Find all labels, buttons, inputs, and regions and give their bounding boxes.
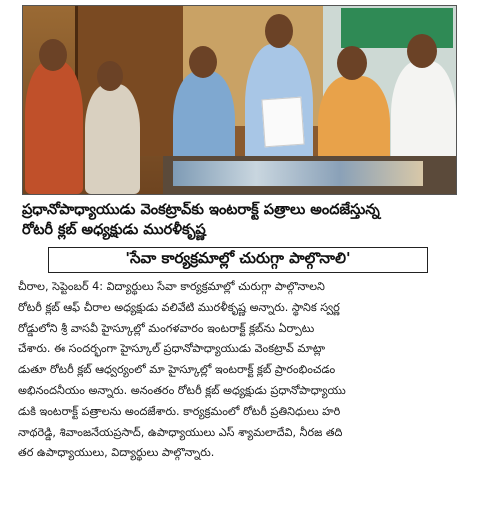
body-line-4: చేశారు. ఈ సందర్భంగా హైస్కూల్ ప్రధానోపాధ్యాయుడు వెంకట్రావ్ మాట్లా [18,342,326,356]
photo-green-board [341,8,453,48]
article-headline: 'సేవా కార్యక్రమాల్లో చురుగ్గా పాల్గొనాలి' [125,249,351,267]
person-4-head [265,14,293,48]
person-2-head [97,61,123,91]
person-3-head [189,46,217,78]
news-photo [22,5,457,195]
body-line-2: రోటరీ క్లబ్ ఆఫ్ చీరాల అధ్యక్షుడు వలివేటి మురళీకృష్ణ అన్నారు. స్థానిక స్వర్ణ [18,300,340,314]
body-line-3: రోడ్డులోని శ్రీ వాసవీ హైస్కూల్లో మంగళవారం ఇంటరాక్ట్ క్లబ్‌ను ఏర్పాటు [18,321,315,335]
person-6-head [407,34,437,68]
body-line-8: నాథరెడ్డి, శివాంజనేయప్రసాద్, ఉపాధ్యాయులు ఎస్ శ్యామలాదేవి, నీరజ తది [18,425,343,439]
photo-table-glass [173,161,423,186]
headline-box [48,247,428,273]
body-line-7: డుకి ఇంటరాక్ట్ పత్రాలను అందజేశారు. కార్యక్రమంలో రోటరీ ప్రతినిధులు హరి [18,404,341,418]
person-1 [25,61,83,194]
photo-caption [22,200,462,240]
body-line-6: అభినందనీయం అన్నారు. అనంతరం రోటరీ క్లబ్ అధ్యక్షుడు ప్రధానోపాధ్యాయు [18,383,346,397]
body-line-5: డుతూ రోటరీ క్లబ్ ఆధ్వర్యంలో మా హైస్కూల్లో ఇంటరాక్ట్ క్లబ్ ప్రారంభించడం [18,363,336,377]
body-line-1: చీరాల, సెప్టెంబర్ 4: విద్యార్థులు సేవా కార్యక్రమాల్లో చురుగ్గా పాల్గొనాలని [18,280,325,293]
body-line-9: తర ఉపాధ్యాయులు, విద్యార్థులు పాల్గొన్నారు. [18,446,215,460]
person-1-head [39,39,67,71]
certificate-paper [261,97,304,148]
person-2 [85,84,140,194]
article-body [18,277,470,464]
caption-line-1: ప్రధానోపాధ్యాయుడు వెంకట్రావ్‌కు ఇంటరాక్ట్ పత్రాలు అందజేస్తున్న [22,202,380,218]
person-5-head [337,46,367,80]
caption-line-2: రోటరీ క్లబ్ అధ్యక్షుడు మురళీకృష్ణ [22,222,206,238]
